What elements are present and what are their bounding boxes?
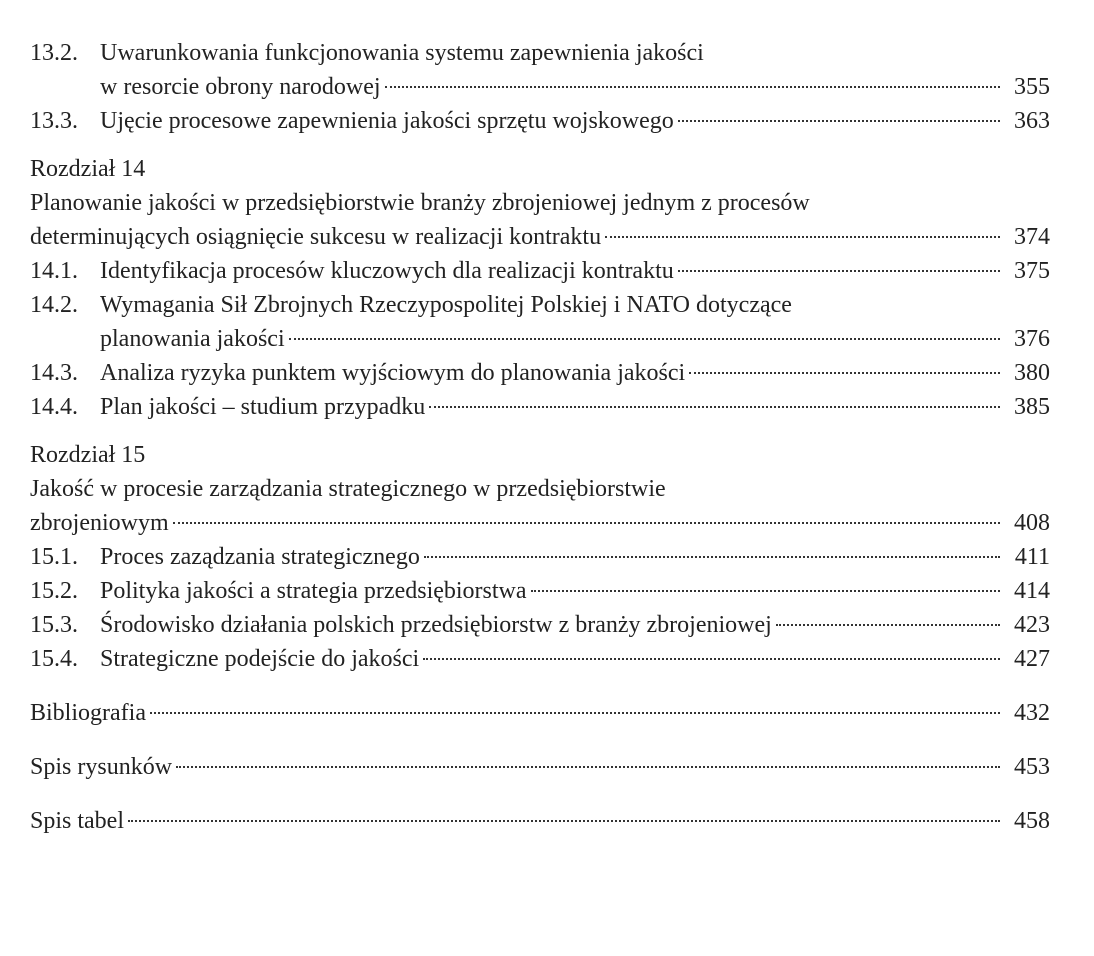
section-title: Bibliografia — [30, 700, 146, 726]
toc-entry-14-2-cont[interactable] — [30, 322, 1050, 356]
page-number: 427 — [1014, 646, 1050, 672]
chapter-title: Jakość w procesie zarządzania strategicznego w przedsiębiorstwie — [30, 476, 666, 502]
section-number: 15.4. — [30, 646, 78, 672]
chapter-15-label: Rozdział 15 — [30, 442, 146, 468]
page-number: 453 — [1014, 754, 1050, 780]
dot-leader — [424, 556, 1000, 558]
section-number: 13.2. — [30, 40, 78, 66]
dot-leader — [531, 590, 1000, 592]
section-number: 14.1. — [30, 258, 78, 284]
toc-entry-chapter-15[interactable] — [30, 472, 1050, 506]
toc-entry-14-4[interactable] — [30, 390, 1050, 424]
dot-leader — [429, 406, 1000, 408]
section-title: Polityka jakości a strategia przedsiębiorstwa — [100, 578, 527, 604]
table-of-contents — [30, 36, 1050, 838]
dot-leader — [689, 372, 1000, 374]
section-title: Strategiczne podejście do jakości — [100, 646, 420, 672]
page-number: 414 — [1014, 578, 1050, 604]
page-number: 408 — [1014, 510, 1050, 536]
section-title: Plan jakości – studium przypadku — [100, 394, 426, 420]
toc-entry-chapter-14-cont[interactable] — [30, 220, 1050, 254]
section-number: 13.3. — [30, 108, 78, 134]
section-number: 15.2. — [30, 578, 78, 604]
dot-leader — [423, 658, 1000, 660]
dot-leader — [605, 236, 1000, 238]
page-number: 363 — [1014, 108, 1050, 134]
page-number: 458 — [1014, 808, 1050, 834]
toc-entry-13-3[interactable] — [30, 104, 1050, 138]
section-title: Spis rysunków — [30, 754, 173, 780]
page-number: 355 — [1014, 74, 1050, 100]
dot-leader — [776, 624, 1000, 626]
page-number: 385 — [1014, 394, 1050, 420]
dot-leader — [678, 270, 1000, 272]
dot-leader — [176, 766, 1000, 768]
dot-leader — [173, 522, 1000, 524]
section-number: 14.2. — [30, 292, 78, 318]
dot-leader — [385, 86, 1000, 88]
chapter-title-cont: determinujących osiągnięcie sukcesu w realizacji kontraktu — [30, 224, 602, 250]
dot-leader — [128, 820, 1000, 822]
toc-entry-list-of-figures[interactable] — [30, 750, 1050, 784]
section-title: Ujęcie procesowe zapewnienia jakości sprzętu wojskowego — [100, 108, 674, 134]
chapter-14-label: Rozdział 14 — [30, 156, 146, 182]
toc-entry-15-3[interactable] — [30, 608, 1050, 642]
section-title: Uwarunkowania funkcjonowania systemu zapewnienia jakości — [100, 40, 704, 66]
toc-entry-15-1[interactable] — [30, 540, 1050, 574]
section-number: 14.4. — [30, 394, 78, 420]
page-number: 374 — [1014, 224, 1050, 250]
section-title: Spis tabel — [30, 808, 124, 834]
toc-entry-chapter-15-cont[interactable] — [30, 506, 1050, 540]
section-title: Środowisko działania polskich przedsiębiorstw z branży zbrojeniowej — [100, 612, 772, 638]
toc-entry-14-2[interactable] — [30, 288, 1050, 322]
page-number: 423 — [1014, 612, 1050, 638]
page-number: 375 — [1014, 258, 1050, 284]
section-number: 15.3. — [30, 612, 78, 638]
section-title-cont: w resorcie obrony narodowej — [100, 74, 381, 100]
chapter-title: Planowanie jakości w przedsiębiorstwie branży zbrojeniowej jednym z procesów — [30, 190, 810, 216]
page-number: 432 — [1014, 700, 1050, 726]
section-title-cont: planowania jakości — [100, 326, 285, 352]
toc-entry-13-2-cont[interactable] — [30, 70, 1050, 104]
toc-entry-13-2[interactable] — [30, 36, 1050, 70]
section-number: 15.1. — [30, 544, 78, 570]
toc-entry-bibliography[interactable] — [30, 696, 1050, 730]
dot-leader — [289, 338, 1000, 340]
section-title: Analiza ryzyka punktem wyjściowym do planowania jakości — [100, 360, 686, 386]
section-number: 14.3. — [30, 360, 78, 386]
page-number: 411 — [1014, 544, 1050, 570]
toc-entry-15-4[interactable] — [30, 642, 1050, 676]
toc-entry-15-2[interactable] — [30, 574, 1050, 608]
toc-entry-14-1[interactable] — [30, 254, 1050, 288]
toc-entry-chapter-14[interactable] — [30, 186, 1050, 220]
dot-leader — [150, 712, 1000, 714]
dot-leader — [678, 120, 1000, 122]
page-number: 376 — [1014, 326, 1050, 352]
toc-entry-list-of-tables[interactable] — [30, 804, 1050, 838]
chapter-title-cont: zbrojeniowym — [30, 510, 169, 536]
section-title: Identyfikacja procesów kluczowych dla realizacji kontraktu — [100, 258, 674, 284]
section-title: Wymagania Sił Zbrojnych Rzeczypospolitej Polskiej i NATO dotyczące — [100, 292, 792, 318]
section-title: Proces zaządzania strategicznego — [100, 544, 420, 570]
page-number: 380 — [1014, 360, 1050, 386]
toc-entry-14-3[interactable] — [30, 356, 1050, 390]
